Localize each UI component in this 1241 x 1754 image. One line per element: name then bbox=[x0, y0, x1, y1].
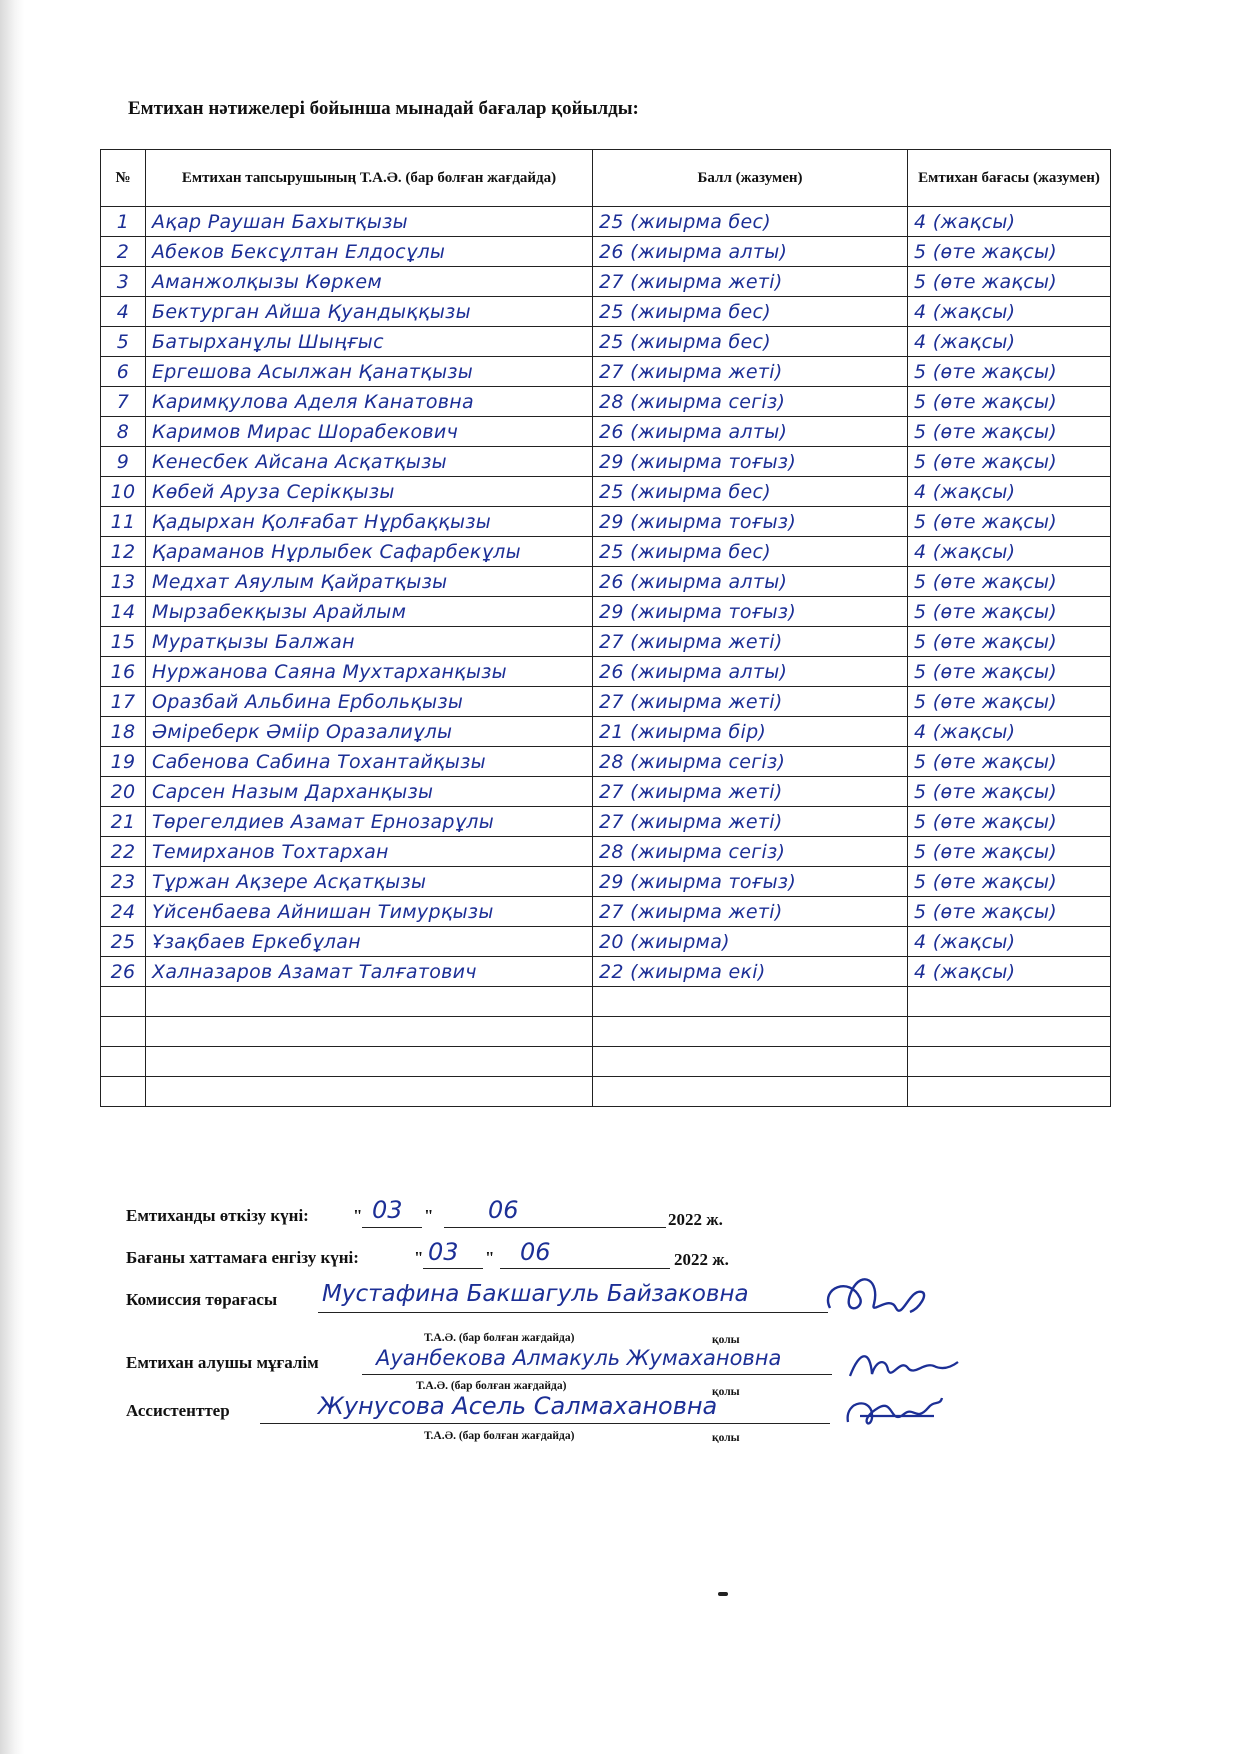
score-cell bbox=[593, 1017, 908, 1047]
score-cell: 21 (жиырма бір) bbox=[593, 717, 908, 747]
score-cell: 28 (жиырма сегіз) bbox=[593, 837, 908, 867]
grade-cell: 4 (жақсы) bbox=[908, 537, 1111, 567]
table-row bbox=[101, 627, 1111, 657]
table-row bbox=[101, 297, 1111, 327]
chair-name: Мустафина Бакшагуль Байзаковна bbox=[322, 1281, 749, 1307]
teacher-name: Ауанбекова Алмакуль Жумахановна bbox=[376, 1346, 782, 1370]
score-cell: 27 (жиырма жеті) bbox=[593, 357, 908, 387]
row-number: 1 bbox=[101, 207, 146, 237]
row-number: 10 bbox=[101, 477, 146, 507]
score-cell: 25 (жиырма бес) bbox=[593, 297, 908, 327]
grade-cell: 5 (өте жақсы) bbox=[908, 777, 1111, 807]
entry-year: 2022 ж. bbox=[674, 1250, 729, 1269]
row-number: 7 bbox=[101, 387, 146, 417]
student-name: Мырзабекқызы Арайлым bbox=[146, 597, 593, 627]
score-cell: 22 (жиырма екі) bbox=[593, 957, 908, 987]
grade-cell: 5 (өте жақсы) bbox=[908, 897, 1111, 927]
entry-month-line bbox=[500, 1268, 670, 1269]
table-body bbox=[101, 207, 1111, 1107]
grade-cell: 5 (өте жақсы) bbox=[908, 507, 1111, 537]
student-name: Темирханов Тохтархан bbox=[146, 837, 593, 867]
row-number: 6 bbox=[101, 357, 146, 387]
student-name: Ергешова Асылжан Қанатқызы bbox=[146, 357, 593, 387]
chair-label: Комиссия төрағасы bbox=[126, 1290, 278, 1309]
score-cell: 28 (жиырма сегіз) bbox=[593, 747, 908, 777]
grade-cell: 5 (өте жақсы) bbox=[908, 657, 1111, 687]
grade-cell: 4 (жақсы) bbox=[908, 327, 1111, 357]
row-number: 16 bbox=[101, 657, 146, 687]
score-cell: 25 (жиырма бес) bbox=[593, 207, 908, 237]
header-score: Балл (жазумен) bbox=[593, 150, 908, 207]
grade-cell: 5 (өте жақсы) bbox=[908, 837, 1111, 867]
score-cell: 29 (жиырма тоғыз) bbox=[593, 597, 908, 627]
entry-date-label: Бағаны хаттамаға енгізу күні: bbox=[126, 1248, 359, 1267]
student-name: Бектурган Айша Қуандыққызы bbox=[146, 297, 593, 327]
table-row bbox=[101, 777, 1111, 807]
table-row bbox=[101, 807, 1111, 837]
teacher-label: Емтихан алушы мұғалім bbox=[126, 1353, 319, 1372]
ink-speck bbox=[718, 1592, 728, 1596]
grade-cell: 5 (өте жақсы) bbox=[908, 237, 1111, 267]
score-cell: 27 (жиырма жеті) bbox=[593, 897, 908, 927]
teacher-signature bbox=[842, 1340, 962, 1390]
table-row bbox=[101, 327, 1111, 357]
student-name bbox=[146, 1077, 593, 1107]
results-table bbox=[100, 149, 1111, 1107]
grade-cell: 5 (өте жақсы) bbox=[908, 627, 1111, 657]
chair-signature-caption: қолы bbox=[712, 1334, 740, 1346]
grade-cell: 5 (өте жақсы) bbox=[908, 417, 1111, 447]
table-row bbox=[101, 477, 1111, 507]
row-number: 9 bbox=[101, 447, 146, 477]
teacher-name-line bbox=[362, 1374, 832, 1375]
score-cell: 27 (жиырма жеті) bbox=[593, 807, 908, 837]
exam-day: 03 bbox=[372, 1196, 403, 1224]
student-name bbox=[146, 1017, 593, 1047]
student-name: Үйсенбаева Айнишан Тимурқызы bbox=[146, 897, 593, 927]
row-number: 5 bbox=[101, 327, 146, 357]
grade-cell: 4 (жақсы) bbox=[908, 717, 1111, 747]
grade-cell bbox=[908, 987, 1111, 1017]
grade-cell: 5 (өте жақсы) bbox=[908, 357, 1111, 387]
row-number: 3 bbox=[101, 267, 146, 297]
row-number: 26 bbox=[101, 957, 146, 987]
row-number: 21 bbox=[101, 807, 146, 837]
student-name: Ұзақбаев Еркебұлан bbox=[146, 927, 593, 957]
score-cell bbox=[593, 1047, 908, 1077]
assistant-name-line bbox=[260, 1423, 830, 1424]
student-name: Аманжолқызы Көркем bbox=[146, 267, 593, 297]
grade-cell: 5 (өте жақсы) bbox=[908, 747, 1111, 777]
score-cell: 27 (жиырма жеті) bbox=[593, 267, 908, 297]
row-number: 12 bbox=[101, 537, 146, 567]
student-name: Муратқызы Балжан bbox=[146, 627, 593, 657]
entry-date-quote-close: " bbox=[485, 1248, 495, 1267]
assistant-signature-caption: қолы bbox=[712, 1432, 740, 1444]
grade-cell: 4 (жақсы) bbox=[908, 957, 1111, 987]
table-row bbox=[101, 417, 1111, 447]
table-row bbox=[101, 747, 1111, 777]
student-name: Медхат Аяулым Қайратқызы bbox=[146, 567, 593, 597]
table-row bbox=[101, 987, 1111, 1017]
table-row bbox=[101, 447, 1111, 477]
header-number: № bbox=[101, 150, 146, 207]
entry-date-quote-open: " bbox=[414, 1248, 424, 1267]
student-name: Қараманов Нұрлыбек Сафарбекұлы bbox=[146, 537, 593, 567]
chair-name-line bbox=[318, 1312, 828, 1313]
grade-cell: 5 (өте жақсы) bbox=[908, 567, 1111, 597]
table-row bbox=[101, 1047, 1111, 1077]
exam-year: 2022 ж. bbox=[668, 1210, 723, 1229]
table-row bbox=[101, 867, 1111, 897]
table-row bbox=[101, 267, 1111, 297]
table-row bbox=[101, 567, 1111, 597]
row-number bbox=[101, 987, 146, 1017]
table-row bbox=[101, 837, 1111, 867]
grade-cell: 5 (өте жақсы) bbox=[908, 687, 1111, 717]
exam-month-line bbox=[444, 1227, 666, 1228]
table-row bbox=[101, 957, 1111, 987]
chair-name-caption: Т.А.Ә. (бар болған жағдайда) bbox=[424, 1332, 575, 1344]
table-row bbox=[101, 357, 1111, 387]
row-number: 19 bbox=[101, 747, 146, 777]
row-number bbox=[101, 1047, 146, 1077]
score-cell: 28 (жиырма сегіз) bbox=[593, 387, 908, 417]
grade-cell: 4 (жақсы) bbox=[908, 477, 1111, 507]
row-number: 8 bbox=[101, 417, 146, 447]
exam-date-quote-open: " bbox=[353, 1206, 363, 1225]
score-cell: 25 (жиырма бес) bbox=[593, 477, 908, 507]
assistant-name-caption: Т.А.Ә. (бар болған жағдайда) bbox=[424, 1430, 575, 1442]
student-name bbox=[146, 1047, 593, 1077]
table-row bbox=[101, 717, 1111, 747]
teacher-signature-caption: қолы bbox=[712, 1386, 740, 1398]
exam-month: 06 bbox=[488, 1196, 519, 1224]
student-name: Абеков Бексұлтан Елдосұлы bbox=[146, 237, 593, 267]
row-number: 15 bbox=[101, 627, 146, 657]
table-row bbox=[101, 507, 1111, 537]
grade-cell: 5 (өте жақсы) bbox=[908, 597, 1111, 627]
teacher-name-caption: Т.А.Ә. (бар болған жағдайда) bbox=[416, 1380, 567, 1392]
assistants-label: Ассистенттер bbox=[126, 1401, 230, 1420]
row-number: 17 bbox=[101, 687, 146, 717]
score-cell: 27 (жиырма жеті) bbox=[593, 627, 908, 657]
student-name: Кенесбек Айсана Асқатқызы bbox=[146, 447, 593, 477]
row-number: 14 bbox=[101, 597, 146, 627]
student-name: Көбей Аруза Серікқызы bbox=[146, 477, 593, 507]
score-cell: 27 (жиырма жеті) bbox=[593, 777, 908, 807]
row-number: 18 bbox=[101, 717, 146, 747]
score-cell bbox=[593, 987, 908, 1017]
score-cell: 26 (жиырма алты) bbox=[593, 567, 908, 597]
score-cell: 29 (жиырма тоғыз) bbox=[593, 447, 908, 477]
table-row bbox=[101, 387, 1111, 417]
student-name bbox=[146, 987, 593, 1017]
table-row bbox=[101, 537, 1111, 567]
table-row bbox=[101, 687, 1111, 717]
score-cell bbox=[593, 1077, 908, 1107]
grade-cell: 5 (өте жақсы) bbox=[908, 267, 1111, 297]
exam-day-line bbox=[362, 1227, 422, 1228]
row-number: 23 bbox=[101, 867, 146, 897]
entry-day-line bbox=[423, 1268, 483, 1269]
header-student-name: Емтихан тапсырушының Т.А.Ә. (бар болған жағдайда) bbox=[146, 150, 593, 207]
exam-date-quote-close: " bbox=[424, 1206, 434, 1225]
row-number bbox=[101, 1077, 146, 1107]
row-number bbox=[101, 1017, 146, 1047]
page-heading: Емтихан нәтижелері бойынша мынадай бағалар қойылды: bbox=[128, 98, 639, 119]
scan-edge-shadow bbox=[0, 0, 24, 1754]
student-name: Сабенова Сабина Тохантайқызы bbox=[146, 747, 593, 777]
score-cell: 27 (жиырма жеті) bbox=[593, 687, 908, 717]
student-name: Төрегелдиев Азамат Ернозарұлы bbox=[146, 807, 593, 837]
student-name: Каримқулова Аделя Канатовна bbox=[146, 387, 593, 417]
grade-cell bbox=[908, 1077, 1111, 1107]
grade-cell: 4 (жақсы) bbox=[908, 927, 1111, 957]
row-number: 4 bbox=[101, 297, 146, 327]
table-header-row bbox=[101, 150, 1111, 207]
table-row bbox=[101, 597, 1111, 627]
student-name: Нуржанова Саяна Мухтарханқызы bbox=[146, 657, 593, 687]
grade-cell bbox=[908, 1017, 1111, 1047]
student-name: Әміреберк Әміір Оразалиұлы bbox=[146, 717, 593, 747]
table-row bbox=[101, 657, 1111, 687]
table-row bbox=[101, 1077, 1111, 1107]
assistant-name: Жунусова Асель Салмахановна bbox=[318, 1392, 718, 1420]
score-cell: 20 (жиырма) bbox=[593, 927, 908, 957]
row-number: 2 bbox=[101, 237, 146, 267]
score-cell: 26 (жиырма алты) bbox=[593, 417, 908, 447]
student-name: Оразбай Альбина Ербольқызы bbox=[146, 687, 593, 717]
grade-cell: 4 (жақсы) bbox=[908, 207, 1111, 237]
row-number: 22 bbox=[101, 837, 146, 867]
student-name: Ақар Раушан Бахытқызы bbox=[146, 207, 593, 237]
student-name: Сарсен Назым Дарханқызы bbox=[146, 777, 593, 807]
row-number: 25 bbox=[101, 927, 146, 957]
grade-cell: 5 (өте жақсы) bbox=[908, 807, 1111, 837]
row-number: 11 bbox=[101, 507, 146, 537]
table-row bbox=[101, 897, 1111, 927]
score-cell: 29 (жиырма тоғыз) bbox=[593, 867, 908, 897]
student-name: Халназаров Азамат Талғатович bbox=[146, 957, 593, 987]
score-cell: 29 (жиырма тоғыз) bbox=[593, 507, 908, 537]
row-number: 20 bbox=[101, 777, 146, 807]
student-name: Батырханұлы Шыңғыс bbox=[146, 327, 593, 357]
assistant-signature bbox=[838, 1386, 948, 1436]
student-name: Тұржан Ақзере Асқатқызы bbox=[146, 867, 593, 897]
student-name: Қадырхан Қолғабат Нұрбаққызы bbox=[146, 507, 593, 537]
entry-month: 06 bbox=[520, 1238, 551, 1266]
table-row bbox=[101, 207, 1111, 237]
student-name: Каримов Мирас Шорабекович bbox=[146, 417, 593, 447]
row-number: 24 bbox=[101, 897, 146, 927]
grade-cell: 5 (өте жақсы) bbox=[908, 867, 1111, 897]
score-cell: 25 (жиырма бес) bbox=[593, 537, 908, 567]
grade-cell: 4 (жақсы) bbox=[908, 297, 1111, 327]
score-cell: 25 (жиырма бес) bbox=[593, 327, 908, 357]
grade-cell: 5 (өте жақсы) bbox=[908, 387, 1111, 417]
grade-cell: 5 (өте жақсы) bbox=[908, 447, 1111, 477]
score-cell: 26 (жиырма алты) bbox=[593, 237, 908, 267]
entry-day: 03 bbox=[428, 1238, 459, 1266]
row-number: 13 bbox=[101, 567, 146, 597]
table-row bbox=[101, 1017, 1111, 1047]
table-row bbox=[101, 237, 1111, 267]
score-cell: 26 (жиырма алты) bbox=[593, 657, 908, 687]
exam-date-label: Емтиханды өткізу күні: bbox=[126, 1206, 309, 1225]
chair-signature bbox=[810, 1268, 940, 1328]
grade-cell bbox=[908, 1047, 1111, 1077]
header-grade: Емтихан бағасы (жазумен) bbox=[908, 150, 1111, 207]
table-row bbox=[101, 927, 1111, 957]
